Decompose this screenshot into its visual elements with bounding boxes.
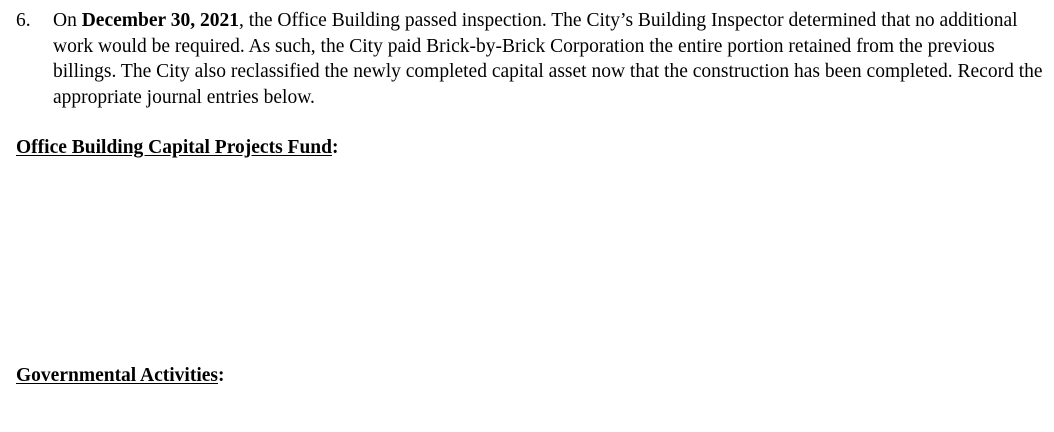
- section-heading-capital-projects-fund: [16, 135, 338, 160]
- question-text-body: , the Office Building passed inspection. The City’s Building Inspector determined that no additional work would be required. As such, the City paid Brick-by-Brick Corporation the entire portion retained from the previous billings. The City also reclassified the newly completed capital asset now that the construction has been completed. Record the appropriate journal entries below.: [53, 10, 1043, 108]
- section-heading-colon: :: [218, 365, 225, 386]
- section-heading-governmental-activities: [16, 363, 225, 388]
- question-item-6: [16, 8, 1046, 110]
- question-date: December 30, 2021: [81, 10, 239, 31]
- section-heading-colon: :: [331, 137, 339, 158]
- question-text: [53, 8, 1046, 110]
- question-text-prefix: On: [53, 10, 82, 31]
- section-heading-label: Office Building Capital Projects Fund: [16, 137, 332, 158]
- question-number: 6.: [16, 10, 31, 31]
- section-heading-label: Governmental Activities: [16, 365, 218, 386]
